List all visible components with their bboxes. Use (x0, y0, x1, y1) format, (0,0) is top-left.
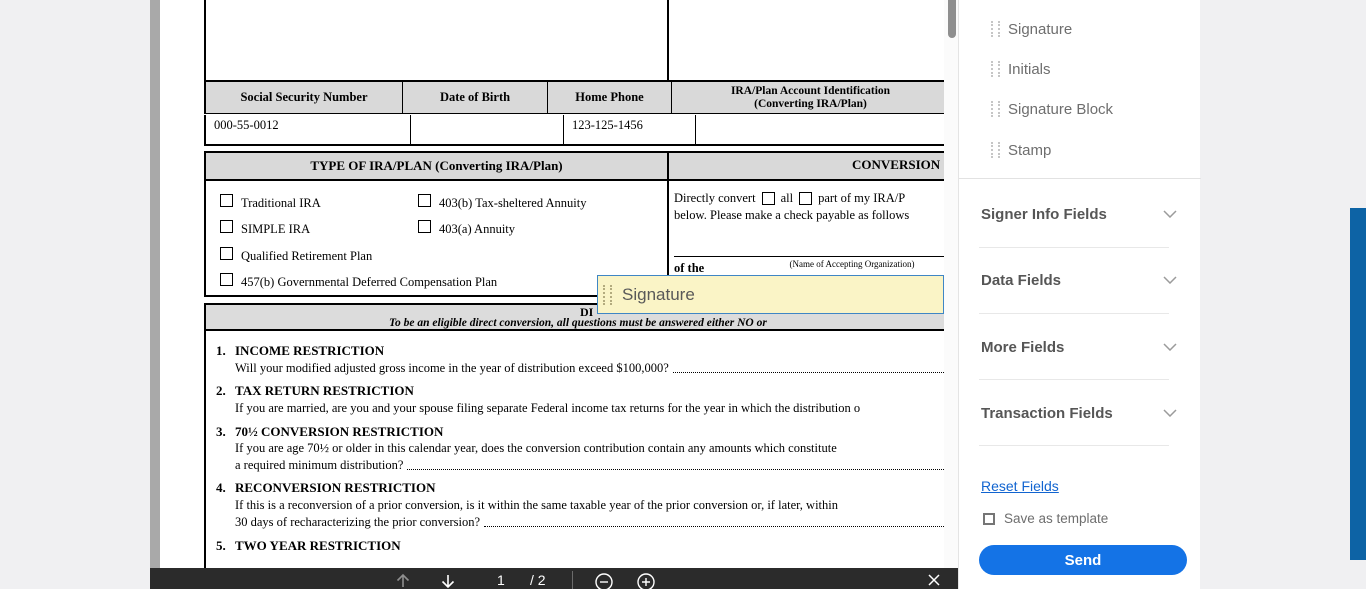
checkbox-all (762, 192, 775, 205)
drag-handle-icon (991, 21, 1000, 37)
q1-body (235, 361, 944, 376)
header-phone: Home Phone (548, 82, 672, 113)
form-table-value-row (204, 115, 944, 146)
checkbox-403a (418, 220, 431, 233)
fields-sidebar (958, 0, 1200, 589)
sidebar-item-signature[interactable] (991, 18, 1072, 40)
page-up-icon[interactable] (394, 571, 412, 589)
direct-subtitle: To be an eligible direct conversion, all questions must be answered either NO or (389, 317, 767, 329)
part-label: part of my IRA/P (818, 191, 906, 205)
q3-number: 3. (216, 424, 226, 439)
sidebar-item-signature-block[interactable] (991, 98, 1113, 120)
dotted-leader (407, 458, 944, 470)
checkbox-simple-ira (220, 220, 233, 233)
q4-title: RECONVERSION RESTRICTION (235, 480, 436, 495)
checkbox-403b (418, 194, 431, 207)
checkbox-label: 403(a) Annuity (439, 222, 516, 236)
signature-field-overlay[interactable] (597, 275, 944, 314)
save-as-template-label: Save as template (1004, 511, 1109, 526)
q2-title: TAX RETURN RESTRICTION (235, 383, 414, 398)
checkbox-label: 403(b) Tax-sheltered Annuity (439, 196, 587, 210)
sidebar-divider (979, 247, 1169, 248)
zoom-in-icon[interactable] (636, 572, 656, 589)
send-button[interactable]: Send (979, 545, 1187, 575)
document-scrollbar-track[interactable] (944, 0, 958, 568)
dotted-leader (673, 361, 944, 373)
zoom-out-icon[interactable] (594, 572, 614, 589)
q5-number: 5. (216, 538, 226, 553)
section-label: Transaction Fields (981, 404, 1113, 422)
section-data-fields[interactable] (981, 269, 1177, 291)
section-label: Data Fields (981, 271, 1062, 289)
checkbox-label: Qualified Retirement Plan (241, 249, 373, 263)
drag-handle-icon[interactable] (603, 285, 612, 305)
save-as-template-checkbox[interactable] (983, 513, 995, 525)
q2-text: If you are married, are you and your spouse filing separate Federal income tax returns for the year in which the distribution o (235, 401, 861, 415)
close-icon[interactable] (926, 572, 942, 588)
drag-handle-icon (991, 61, 1000, 77)
checkbox-part (799, 192, 812, 205)
page-number-input[interactable]: 1 (497, 572, 505, 588)
dotted-leader (484, 515, 944, 527)
sidebar-divider (979, 445, 1169, 446)
sidebar-item-label: Signature (1008, 20, 1073, 38)
type-of-ira-plan-title: TYPE OF IRA/PLAN (Converting IRA/Plan) (310, 158, 563, 173)
sidebar-item-label: Signature Block (1008, 100, 1114, 118)
phone-value: 123-125-1456 (564, 115, 696, 144)
page-total-label: / 2 (530, 572, 546, 588)
toolbar-divider (572, 571, 573, 589)
q1-title: INCOME RESTRICTION (235, 343, 385, 358)
q3-text1: If you are age 70½ or older in this calendar year, does the conversion contribution contain any amounts which constitute (235, 441, 837, 455)
q4-body-line1 (235, 498, 944, 513)
sidebar-divider (979, 313, 1169, 314)
table-border (667, 153, 669, 179)
org-caption: (Name of Accepting Organization) (789, 259, 915, 269)
q5-title: TWO YEAR RESTRICTION (235, 538, 401, 553)
reset-fields-link[interactable]: Reset Fields (981, 478, 1059, 494)
chevron-down-icon (1163, 409, 1177, 417)
checkbox-label: 457(b) Governmental Deferred Compensation Plan (241, 275, 498, 289)
sidebar-divider (959, 178, 1201, 179)
checkbox-traditional-ira (220, 194, 233, 207)
document-toolbar (150, 568, 958, 589)
q3-body-line2 (235, 458, 944, 473)
q1-text: Will your modified adjusted gross income in the year of distribution exceed $100,000? (235, 361, 669, 375)
page-down-icon[interactable] (439, 573, 457, 589)
chevron-down-icon (1163, 343, 1177, 351)
section-more-fields[interactable] (981, 336, 1177, 358)
header-dob: Date of Birth (403, 82, 548, 113)
q3-text2: a required minimum distribution? (235, 458, 404, 472)
table-border (204, 0, 206, 80)
section-title-row (204, 151, 944, 181)
q2-number: 2. (216, 383, 226, 398)
q4-text2: 30 days of recharacterizing the prior conversion? (235, 515, 481, 529)
questions-section (204, 331, 944, 568)
section-signer-info-fields[interactable] (981, 203, 1177, 225)
of-the-text: of the (674, 261, 705, 275)
ssn-value: 000-55-0012 (206, 115, 411, 144)
section-transaction-fields[interactable] (981, 402, 1177, 424)
q4-number: 4. (216, 480, 226, 495)
form-table-header-row (204, 80, 944, 114)
document-scrollbar-thumb[interactable] (948, 0, 956, 38)
ira-value (696, 115, 944, 144)
directly-convert-line (674, 191, 905, 206)
q4-body-line2 (235, 515, 944, 530)
header-ira: IRA/Plan Account Identification (Converting IRA/Plan) (730, 84, 891, 110)
checkbox-label: SIMPLE IRA (241, 222, 311, 236)
q4-text1: If this is a reconversion of a prior conversion, is it within the same taxable year of the prior conversion or, if later, within (235, 498, 838, 512)
sidebar-item-stamp[interactable] (991, 139, 1051, 161)
window-scroll-indicator[interactable] (1350, 208, 1366, 560)
sidebar-item-label: Initials (1008, 60, 1051, 78)
q1-number: 1. (216, 343, 226, 358)
directly-convert-text: Directly convert (674, 191, 756, 205)
section-label: Signer Info Fields (981, 205, 1107, 223)
chevron-down-icon (1163, 276, 1177, 284)
checkbox-457b (220, 273, 233, 286)
org-signature-line (674, 256, 944, 257)
sidebar-item-initials[interactable] (991, 58, 1051, 80)
table-border (667, 0, 669, 80)
q3-title: 70½ CONVERSION RESTRICTION (235, 424, 444, 439)
sidebar-divider (979, 379, 1169, 380)
section-label: More Fields (981, 338, 1065, 356)
chevron-down-icon (1163, 210, 1177, 218)
direct-header-fragment: DI (580, 305, 594, 319)
sidebar-item-label: Stamp (1008, 141, 1052, 159)
viewer-left-gutter (150, 0, 160, 568)
all-label: all (780, 191, 794, 205)
checkbox-qualified-retirement (220, 247, 233, 260)
signature-field-label: Signature (622, 284, 695, 304)
header-ssn: Social Security Number (206, 82, 403, 113)
dob-value (411, 115, 564, 144)
q2-body (235, 401, 944, 416)
drag-handle-icon (991, 101, 1000, 117)
drag-handle-icon (991, 142, 1000, 158)
checkbox-label: Traditional IRA (241, 196, 321, 210)
q3-body-line1 (235, 441, 944, 456)
check-payable-line: below. Please make a check payable as follows (674, 208, 910, 222)
conversion-title: CONVERSION (852, 157, 941, 172)
